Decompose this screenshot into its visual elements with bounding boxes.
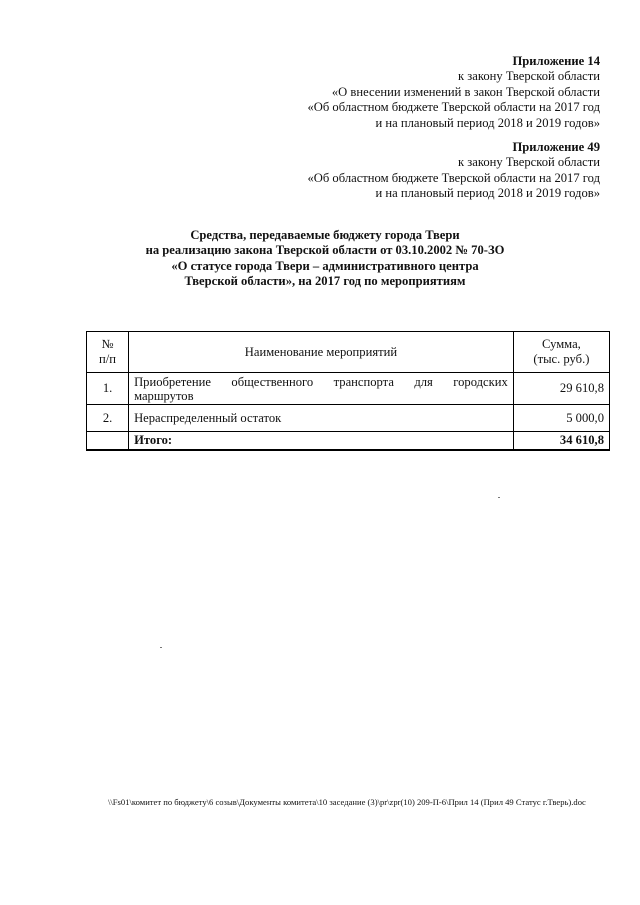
header-sum-unit: (тыс. руб.)	[533, 352, 590, 366]
annex-14-line: «Об областном бюджете Тверской области на 2017 год	[307, 100, 600, 115]
annex-49-line: «Об областном бюджете Тверской области на 2017 год	[307, 170, 600, 185]
annex-49-line: и на плановый период 2018 и 2019 годов»	[375, 186, 600, 201]
table-header-row	[87, 332, 610, 373]
annex-14-heading: Приложение 14	[512, 54, 600, 68]
title-line: Средства, передаваемые бюджету города Твери	[190, 228, 460, 242]
annex-49-block	[307, 140, 600, 202]
row-num: 2.	[87, 405, 129, 432]
row-sum: 29 610,8	[513, 373, 609, 405]
document-title	[80, 228, 570, 290]
table-total-row	[87, 432, 610, 451]
header-sum-cell	[513, 332, 609, 373]
annex-49-heading: Приложение 49	[512, 140, 600, 154]
title-line: Тверской области», на 2017 год по мероприятиям	[184, 274, 466, 289]
annex-14-line: «О внесении изменений в закон Тверской области	[331, 84, 600, 99]
measures-table	[86, 331, 610, 451]
header-name-cell: Наименование мероприятий	[129, 332, 514, 373]
total-sum: 34 610,8	[513, 432, 609, 451]
table-row	[87, 373, 610, 405]
row-name	[129, 373, 514, 405]
row-num: 1.	[87, 373, 129, 405]
total-num-cell	[87, 432, 129, 451]
total-label: Итого:	[129, 432, 514, 451]
row-name-line: маршрутов	[134, 388, 194, 403]
header-num-label: №	[101, 337, 114, 351]
header-sum-label: Сумма,	[542, 337, 581, 351]
row-sum: 5 000,0	[513, 405, 609, 432]
scan-speck	[498, 497, 500, 498]
annex-14-line: к закону Тверской области	[458, 69, 600, 84]
row-name-line: Приобретение общественного транспорта для городских	[134, 374, 508, 389]
annex-14-block	[307, 54, 600, 131]
annex-14-line: и на плановый период 2018 и 2019 годов»	[375, 115, 600, 130]
header-num-cell	[87, 332, 129, 373]
file-path-footer: \\Fs01\комитет по бюджету\6 созыв\Документы комитета\10 заседание (3)\pr\zpr(10) 209-П-6\Прил 14 (Прил 49 Статус г.Тверь).doc	[108, 797, 586, 807]
table-row	[87, 405, 610, 432]
header-num-sublabel: п/п	[99, 352, 117, 366]
row-name: Нераспределенный остаток	[129, 405, 514, 432]
annex-49-line: к закону Тверской области	[458, 155, 600, 170]
title-line: «О статусе города Твери – административного центра	[171, 258, 479, 273]
title-line: на реализацию закона Тверской области от 03.10.2002 № 70-ЗО	[145, 243, 505, 258]
scan-speck	[160, 647, 162, 648]
